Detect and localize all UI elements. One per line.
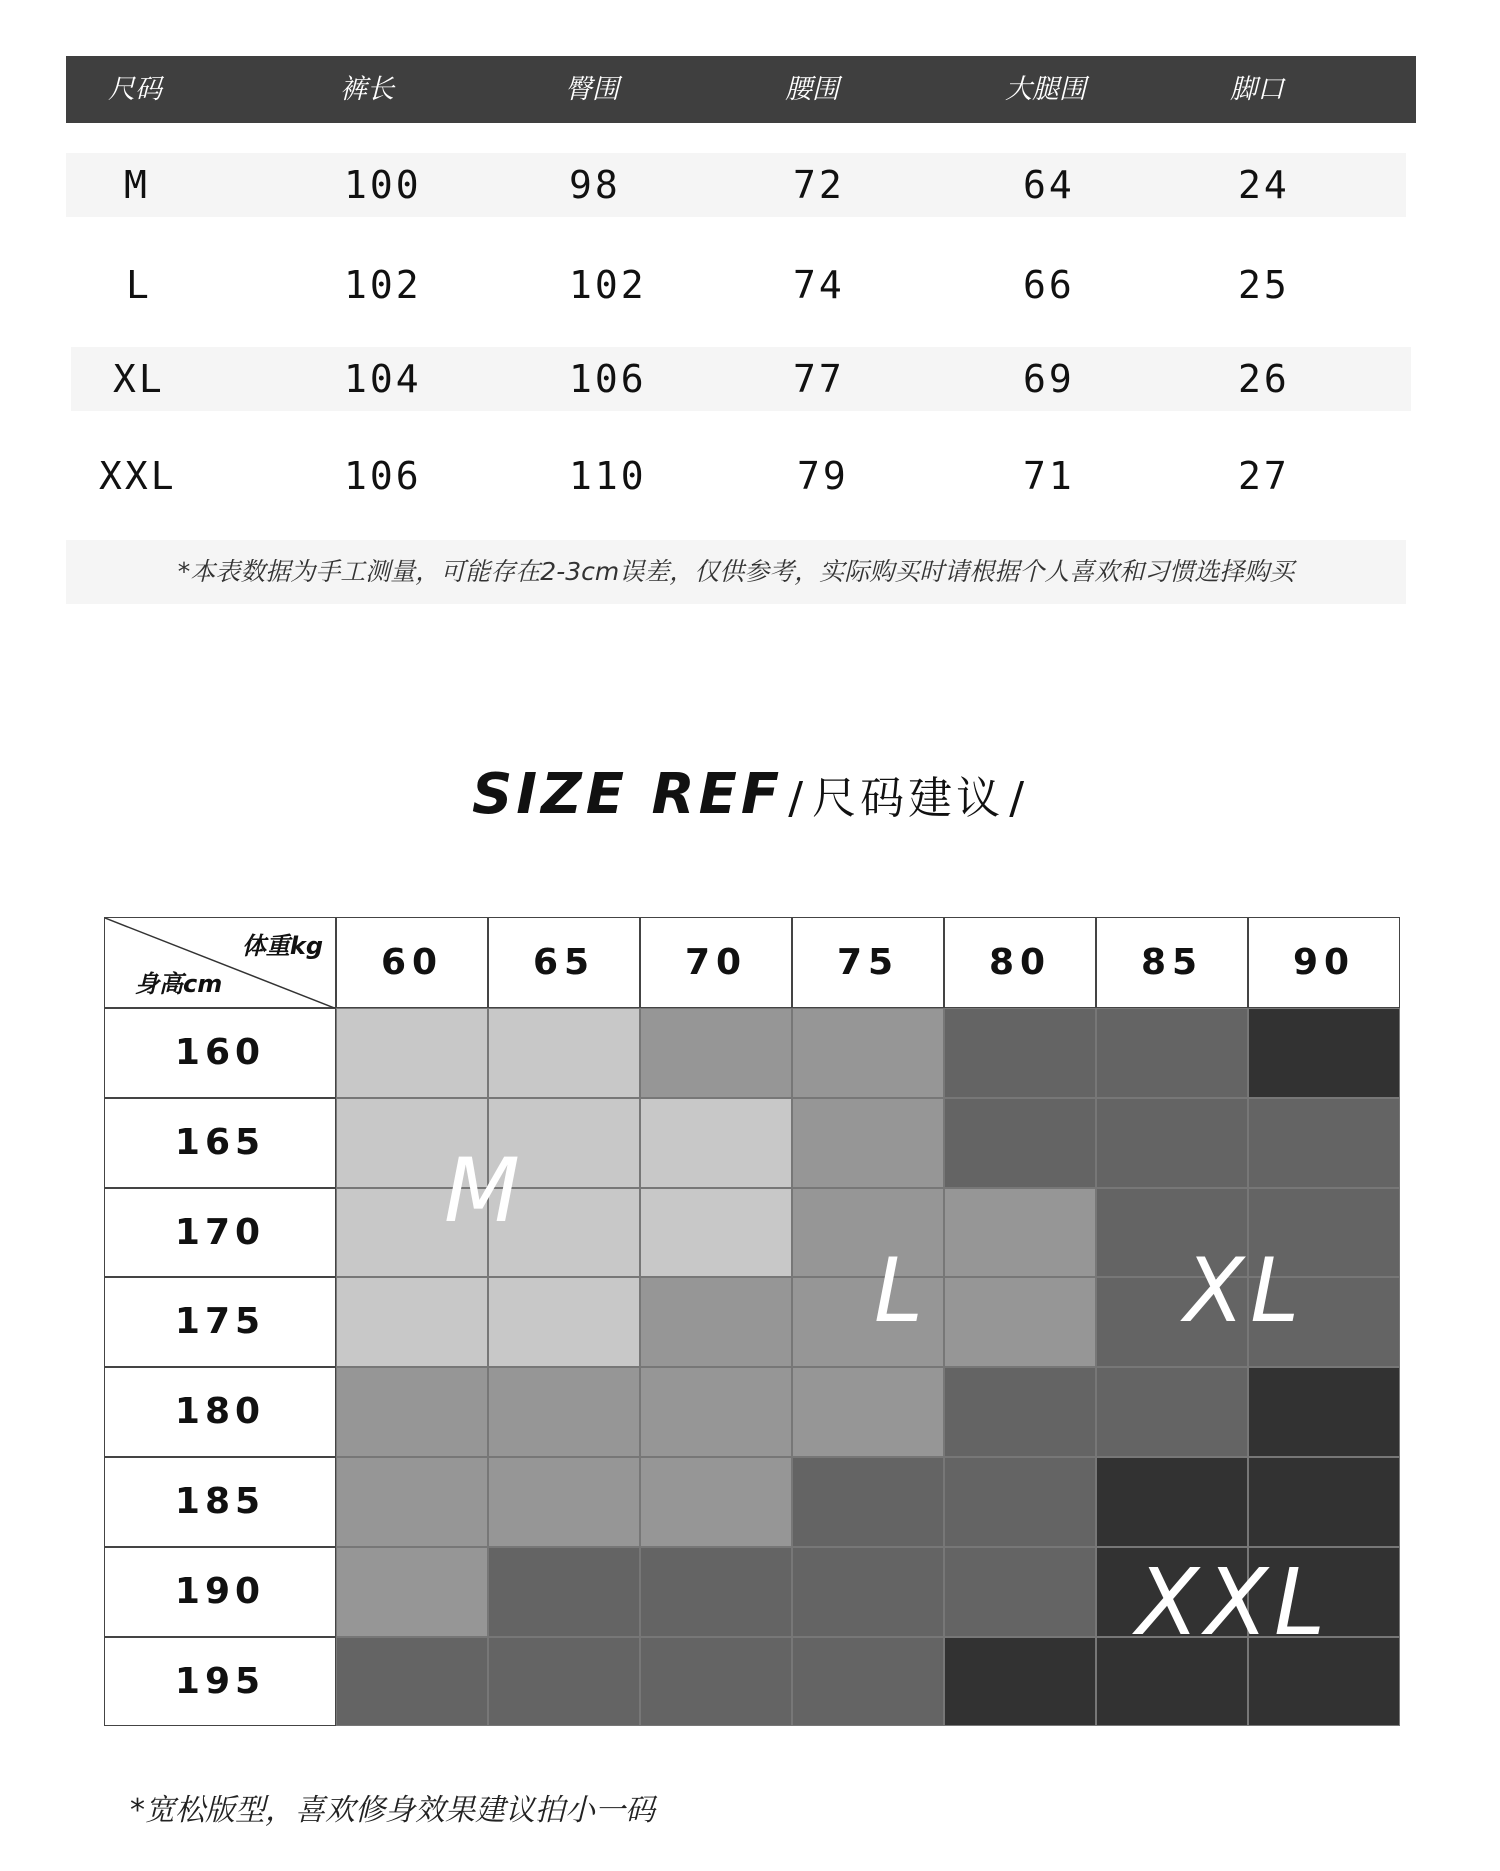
title-zh: 尺码建议 [812, 773, 1005, 824]
size-cell [488, 1008, 640, 1098]
cell-hip: 106 [569, 357, 647, 401]
size-zone-label-l: L [874, 1239, 930, 1342]
size-cell [944, 1098, 1096, 1188]
height-row-header: 195 [104, 1637, 336, 1727]
size-cell [640, 1367, 792, 1457]
cell-size: XXL [99, 454, 177, 498]
table-row [66, 444, 1406, 508]
size-cell [1248, 1457, 1400, 1547]
cell-length: 100 [344, 163, 422, 207]
measure-table-header [66, 56, 1416, 123]
size-cell [944, 1457, 1096, 1547]
weight-column-header: 85 [1096, 917, 1248, 1008]
height-row-header: 165 [104, 1098, 336, 1188]
title-en: SIZE REF [471, 762, 784, 827]
size-cell [488, 1277, 640, 1367]
cell-hip: 102 [569, 263, 647, 307]
weight-column-header: 75 [792, 917, 944, 1008]
table-row [66, 153, 1406, 217]
size-cell [488, 1637, 640, 1727]
cell-size: M [124, 163, 150, 207]
weight-column-header: 65 [488, 917, 640, 1008]
size-cell [1248, 1008, 1400, 1098]
table-row [71, 347, 1411, 411]
size-cell [336, 1637, 488, 1727]
title-sep-end: / [1009, 773, 1029, 824]
size-cell [640, 1457, 792, 1547]
size-cell [792, 1457, 944, 1547]
size-cell [792, 1637, 944, 1727]
cell-waist: 77 [793, 357, 845, 401]
size-zone-label-m: M [444, 1139, 526, 1242]
size-cell [1096, 1008, 1248, 1098]
cell-waist: 79 [797, 454, 849, 498]
height-row-header: 160 [104, 1008, 336, 1098]
height-row-header: 190 [104, 1547, 336, 1637]
size-cell [336, 1547, 488, 1637]
header-hem: 脚口 [1230, 74, 1284, 105]
header-size: 尺码 [108, 74, 162, 105]
cell-hip: 98 [569, 163, 621, 207]
size-cell [488, 1547, 640, 1637]
size-cell [1248, 1098, 1400, 1188]
cell-length: 104 [344, 357, 422, 401]
header-hip: 臀围 [565, 74, 619, 105]
size-cell [944, 1277, 1096, 1367]
size-zone-label-xl: XL [1184, 1239, 1306, 1342]
height-row-header: 175 [104, 1277, 336, 1367]
cell-waist: 72 [793, 163, 845, 207]
weight-column-header: 60 [336, 917, 488, 1008]
size-cell [640, 1008, 792, 1098]
height-row-header: 180 [104, 1367, 336, 1457]
size-cell [792, 1008, 944, 1098]
cell-hem: 24 [1238, 163, 1290, 207]
header-thigh: 大腿围 [1005, 74, 1086, 105]
size-cell [640, 1547, 792, 1637]
height-row-header: 185 [104, 1457, 336, 1547]
size-cell [792, 1547, 944, 1637]
size-cell [336, 1008, 488, 1098]
size-cell [944, 1188, 1096, 1278]
cell-size: XL [113, 357, 165, 401]
cell-thigh: 69 [1023, 357, 1075, 401]
header-waist: 腰围 [785, 74, 839, 105]
title-sep: / [788, 773, 808, 824]
weight-column-header: 70 [640, 917, 792, 1008]
size-cell [488, 1367, 640, 1457]
size-cell [640, 1098, 792, 1188]
size-cell [944, 1547, 1096, 1637]
table-row [66, 253, 1406, 317]
weight-axis-label: 体重kg [241, 932, 323, 960]
height-axis-label: 身高cm [135, 970, 223, 998]
cell-length: 106 [344, 454, 422, 498]
cell-waist: 74 [793, 263, 845, 307]
cell-length: 102 [344, 263, 422, 307]
size-cell [640, 1637, 792, 1727]
size-cell [792, 1367, 944, 1457]
size-cell [1248, 1367, 1400, 1457]
size-cell [944, 1367, 1096, 1457]
size-cell [488, 1457, 640, 1547]
size-cell [336, 1367, 488, 1457]
size-zone-label-xxl: XXL [1136, 1549, 1332, 1656]
size-cell [1096, 1457, 1248, 1547]
size-reference-grid [104, 917, 1404, 1727]
header-length: 裤长 [340, 74, 394, 105]
size-cell [640, 1188, 792, 1278]
size-cell [336, 1277, 488, 1367]
size-cell [1096, 1367, 1248, 1457]
cell-size: L [126, 263, 152, 307]
size-cell [944, 1008, 1096, 1098]
cell-thigh: 64 [1023, 163, 1075, 207]
cell-hem: 27 [1238, 454, 1290, 498]
measure-note: *本表数据为手工测量，可能存在2-3cm误差，仅供参考，实际购买时请根据个人喜欢和习惯选择购买 [66, 540, 1406, 604]
cell-thigh: 71 [1023, 454, 1075, 498]
height-row-header: 170 [104, 1188, 336, 1278]
fit-note: *宽松版型，喜欢修身效果建议拍小一码 [130, 1793, 655, 1828]
section-title [0, 762, 1500, 827]
size-cell [944, 1637, 1096, 1727]
size-cell [640, 1277, 792, 1367]
weight-column-header: 80 [944, 917, 1096, 1008]
cell-hem: 25 [1238, 263, 1290, 307]
size-cell [1096, 1098, 1248, 1188]
grid-corner [104, 917, 336, 1008]
cell-thigh: 66 [1023, 263, 1075, 307]
weight-column-header: 90 [1248, 917, 1400, 1008]
cell-hip: 110 [569, 454, 647, 498]
cell-hem: 26 [1238, 357, 1290, 401]
size-cell [792, 1098, 944, 1188]
size-cell [336, 1457, 488, 1547]
